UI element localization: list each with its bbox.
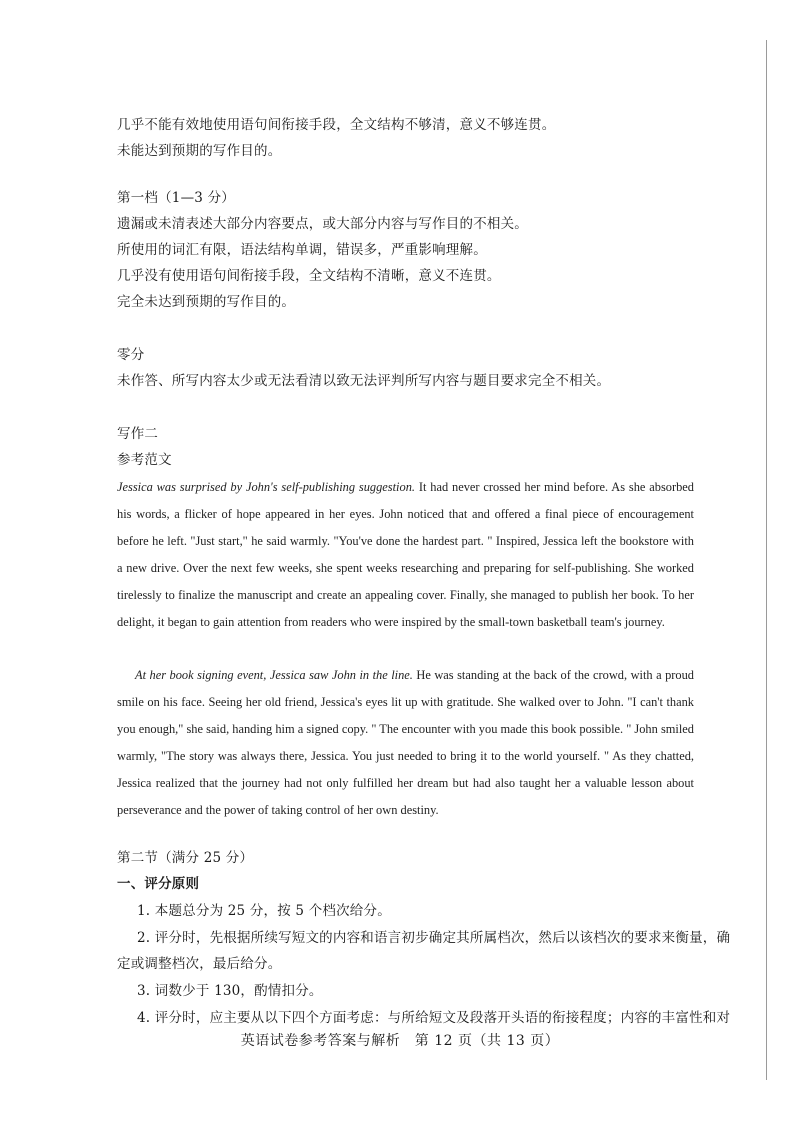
paragraph-1-body: It had never crossed her mind before. As she absorbed his words, a flicker of hope appeared in her eyes. John noticed that and offered a final piece of encouragement before he left. "Just start," he said warmly. "You've done the hardest part. " Inspired, Jessica left the bookstore with a new drive. Over the next few weeks, she spent weeks researching and preparing for self-publishing. She worked tirelessly to finalize the manuscript and create an appealing cover. Finally, she managed to publish her book. To her delight, it began to gain attention from readers who were inspired by the small-town basketball team's journey. (117, 480, 694, 629)
paragraph-2-opening: At her book signing event, Jessica saw John in the line. (135, 668, 413, 682)
scoring-principles-heading: 一、评分原则 (117, 876, 200, 892)
level1-criterion-3: 几乎没有使用语句间衔接手段，全文结构不清晰，意义不连贯。 (117, 268, 501, 284)
principle-item-4: 4. 评分时，应主要从以下四个方面考虑：与所给短文及段落开头语的衔接程度；内容的丰富性和对 (137, 1010, 731, 1026)
principle-item-2-cont: 定或调整档次，最后给分。 (117, 956, 282, 972)
level2-criterion-3: 几乎不能有效地使用语句间衔接手段，全文结构不够清，意义不够连贯。 (117, 117, 556, 133)
principle-item-1: 1. 本题总分为 25 分，按 5 个档次给分。 (137, 903, 391, 919)
sample-paragraph-2 (117, 662, 694, 824)
principle-item-2: 2. 评分时，先根据所续写短文的内容和语言初步确定其所属档次，然后以该档次的要求来衡量，确 (137, 930, 731, 946)
sample-paragraph-1 (117, 474, 694, 636)
zero-score-heading: 零分 (117, 347, 145, 363)
paragraph-2-body: He was standing at the back of the crowd, with a proud smile on his face. Seeing her old friend, Jessica's eyes lit up with gratitude. She walked over to John. "I can't thank you enough," she said, handing him a signed copy. " The encounter with you made this book possible. " John smiled warmly, "The story was always there, Jessica. You just needed to bring it to the world yourself. " As they chatted, Jessica realized that the journey had not only fulfilled her dream but had also taught her a valuable lesson about perseverance and the power of taking control of her own destiny. (117, 668, 694, 817)
level1-heading: 第一档（1—3 分） (117, 190, 235, 206)
sample-essay-label: 参考范文 (117, 452, 172, 468)
section2-heading: 第二节（满分 25 分） (117, 850, 254, 866)
level1-criterion-1: 遗漏或未清表述大部分内容要点，或大部分内容与写作目的不相关。 (117, 216, 528, 232)
level1-criterion-2: 所使用的词汇有限，语法结构单调，错误多，严重影响理解。 (117, 242, 487, 258)
level2-criterion-4: 未能达到预期的写作目的。 (117, 143, 282, 159)
principle-item-3: 3. 词数少于 130，酌情扣分。 (137, 983, 323, 999)
zero-score-criterion: 未作答、所写内容太少或无法看清以致无法评判所写内容与题目要求完全不相关。 (117, 373, 611, 389)
writing2-heading: 写作二 (117, 426, 159, 442)
page-footer: 英语试卷参考答案与解析 第 12 页（共 13 页） (240, 1033, 560, 1049)
level1-criterion-4: 完全未达到预期的写作目的。 (117, 294, 296, 310)
paragraph-1-opening: Jessica was surprised by John's self-publishing suggestion. (117, 480, 415, 494)
